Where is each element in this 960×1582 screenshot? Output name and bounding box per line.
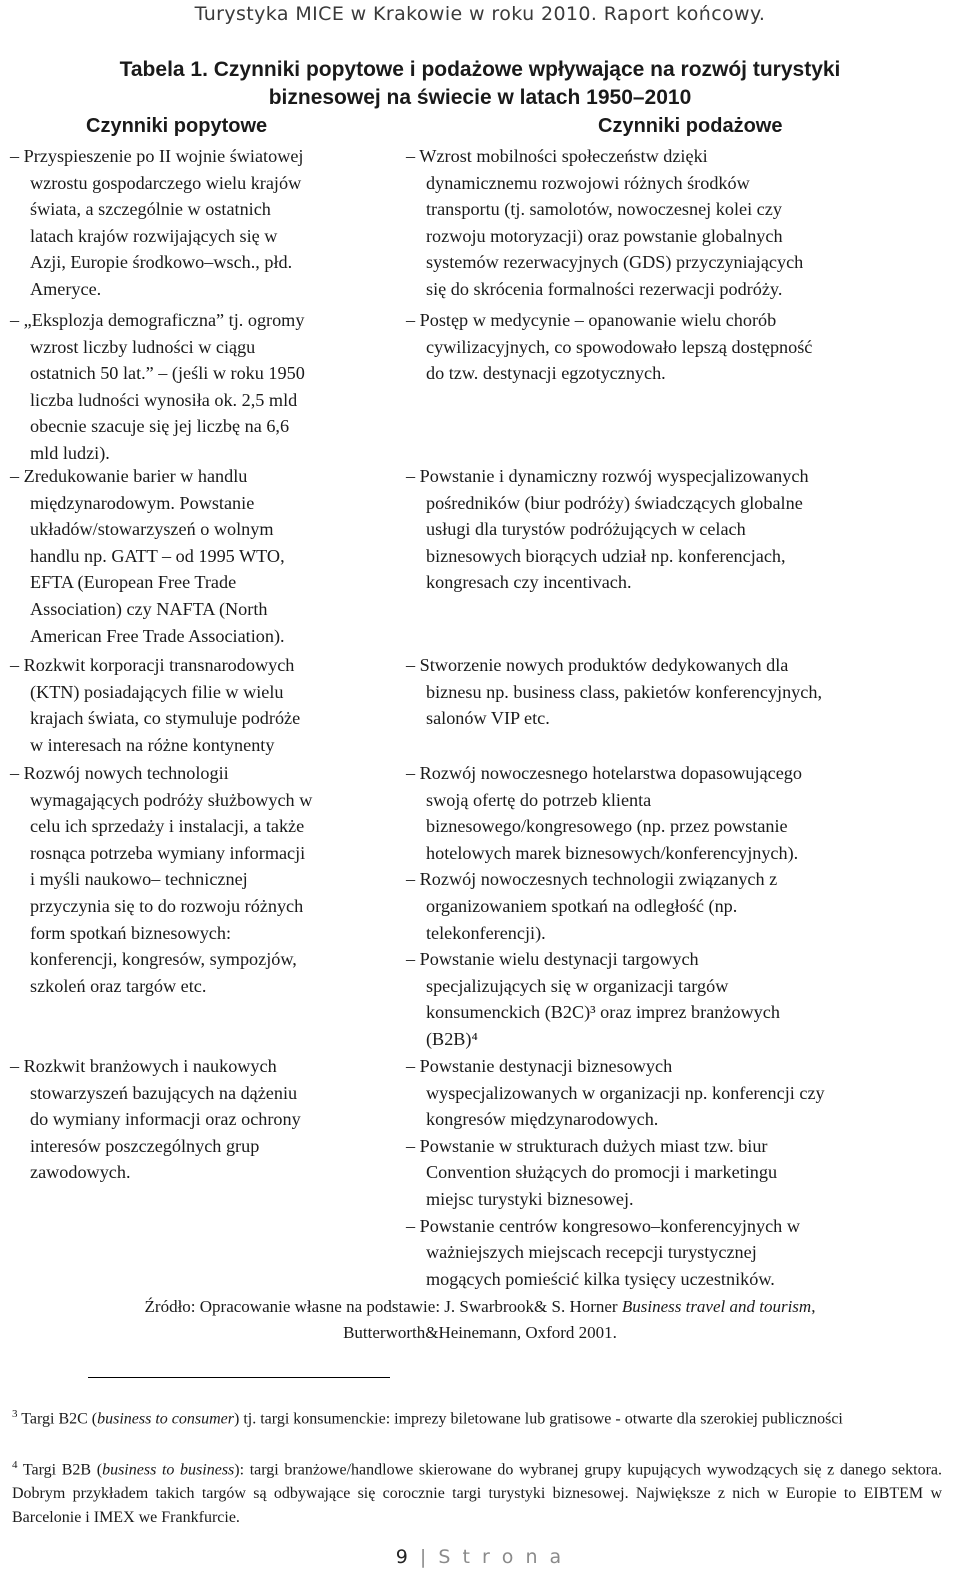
footnote-4 bbox=[12, 1453, 942, 1530]
supply-entry-line: swoją ofertę do potrzeb klienta bbox=[426, 789, 652, 810]
demand-entry bbox=[10, 1053, 301, 1186]
supply-entry-line: specjalizujących się w organizacji targów bbox=[426, 975, 729, 996]
footnote-divider bbox=[88, 1377, 390, 1378]
demand-entry-line: EFTA (European Free Trade bbox=[30, 572, 237, 593]
supply-entry-line: transportu (tj. samolotów, nowoczesnej kolei czy bbox=[426, 199, 782, 220]
running-header: Turystyka MICE w Krakowie w roku 2010. Raport końcowy. bbox=[194, 3, 766, 25]
supply-entry-line: wyspecjalizowanych w organizacji np. konferencji czy bbox=[426, 1082, 825, 1103]
page-number-value: 9 bbox=[395, 1546, 411, 1568]
demand-entry-line: (KTN) posiadających filie w wielu bbox=[30, 681, 284, 702]
caption-line-1: Tabela 1. Czynniki popytowe i podażowe wpływające na rozwój turystyki bbox=[119, 58, 841, 81]
column-header-supply: Czynniki podażowe bbox=[598, 115, 783, 137]
demand-entry-line: stowarzyszeń bazujących na dążeniu bbox=[30, 1082, 298, 1103]
supply-entry-line: miejsc turystyki biznesowej. bbox=[426, 1188, 634, 1209]
footnote-3-italic: business to consumer bbox=[97, 1410, 235, 1428]
demand-entry-line: w interesach na różne kontynenty bbox=[30, 734, 275, 755]
supply-entry-line: pośredników (biur podróży) świadczących globalne bbox=[426, 492, 803, 513]
demand-entry-line: – Rozwój nowych technologii bbox=[10, 763, 229, 783]
demand-entry-line: – Rozkwit branżowych i naukowych bbox=[10, 1056, 277, 1076]
supply-entry bbox=[406, 463, 809, 596]
supply-entry-line: dynamicznemu rozwojowi różnych środków bbox=[426, 172, 750, 193]
table-caption bbox=[0, 56, 960, 112]
supply-entry-line: ważniejszych miejscach recepcji turystycznej bbox=[426, 1242, 757, 1263]
supply-entry-line: – Stworzenie nowych produktów dedykowanych dla bbox=[406, 655, 789, 675]
supply-entry bbox=[406, 1053, 825, 1292]
footnote-3-number: 3 bbox=[12, 1408, 18, 1420]
supply-entry-line: mogących pomieścić kilka tysięcy uczestników. bbox=[426, 1268, 775, 1289]
demand-entry-line: świata, a szczególnie w ostatnich bbox=[30, 199, 271, 220]
supply-entry-line: Convention służących do promocji i marketingu bbox=[426, 1162, 778, 1183]
supply-entry-line: się do skrócenia formalności rezerwacji podróży. bbox=[426, 278, 783, 299]
demand-entry-line: wymagających podróży służbowych w bbox=[30, 789, 313, 810]
page-number-label: S t r o n a bbox=[438, 1546, 565, 1568]
supply-entry-line: biznesowego/kongresowego (np. przez powstanie bbox=[426, 816, 788, 837]
supply-entry-line: do tzw. destynacji egzotycznych. bbox=[426, 363, 666, 384]
demand-entry-line: handlu np. GATT – od 1995 WTO, bbox=[30, 545, 285, 566]
demand-entry-line: układów/stowarzyszeń o wolnym bbox=[30, 519, 274, 540]
demand-entry-line: do wymiany informacji oraz ochrony bbox=[30, 1109, 301, 1130]
source-prefix: Źródło: Opracowanie własne na podstawie: J. Swarbrook& S. Horner bbox=[144, 1297, 622, 1316]
demand-entry-line: zawodowych. bbox=[30, 1162, 131, 1183]
supply-entry-line: (B2B)⁴ bbox=[426, 1028, 478, 1049]
footnote-4-italic: business to business bbox=[102, 1461, 235, 1479]
supply-entry-line: – Powstanie i dynamiczny rozwój wyspecjalizowanych bbox=[406, 466, 809, 486]
demand-entry-line: obecnie szacuje się jej liczbę na 6,6 bbox=[30, 416, 290, 437]
demand-entry-line: rosnąca potrzeba wymiany informacji bbox=[30, 842, 306, 863]
supply-entry bbox=[406, 760, 802, 1053]
demand-entry-line: krajach świata, co stymuluje podróże bbox=[30, 708, 301, 729]
demand-entry-line: szkoleń oraz targów etc. bbox=[30, 975, 207, 996]
supply-entry-line: – Powstanie wielu destynacji targowych bbox=[406, 949, 699, 970]
supply-entry-line: – Rozwój nowoczesnych technologii związanych z bbox=[406, 869, 778, 890]
supply-entry-line: cywilizacyjnych, co spowodowało lepszą dostępność bbox=[426, 336, 813, 357]
demand-entry bbox=[10, 143, 303, 303]
supply-entry bbox=[406, 652, 822, 732]
demand-entry-line: i myśli naukowo– technicznej bbox=[30, 869, 248, 890]
demand-entry-line: American Free Trade Association). bbox=[30, 625, 285, 646]
demand-entry-line: – Przyspieszenie po II wojnie światowej bbox=[10, 146, 304, 166]
supply-entry-line: systemów rezerwacyjnych (GDS) przyczyniających bbox=[426, 252, 804, 273]
supply-entry-line: salonów VIP etc. bbox=[426, 708, 550, 729]
supply-entry-line: usługi dla turystów podróżujących w celach bbox=[426, 519, 746, 540]
supply-entry bbox=[406, 307, 812, 387]
footnote-4-number: 4 bbox=[12, 1459, 18, 1471]
demand-entry bbox=[10, 463, 285, 649]
supply-entry-line: hotelowych marek biznesowych/konferencyjnych). bbox=[426, 842, 799, 863]
supply-entry-line: kongresów międzynarodowych. bbox=[426, 1109, 659, 1130]
supply-entry-line: – Wzrost mobilności społeczeństw dzięki bbox=[406, 146, 708, 166]
demand-entry-line: międzynarodowym. Powstanie bbox=[30, 492, 255, 513]
footnote-3-text-a: Targi B2C ( bbox=[17, 1410, 98, 1428]
footnote-4-text-a: Targi B2B ( bbox=[17, 1461, 103, 1479]
demand-entry-line: wzrost liczby ludności w ciągu bbox=[30, 336, 256, 357]
footnote-3-text-b: ) tj. targi konsumenckie: imprezy biletowane lub gratisowe - otwarte dla szerokiej publiczności bbox=[234, 1410, 843, 1428]
page-number-sep: | bbox=[410, 1546, 439, 1568]
source-suffix: , bbox=[811, 1297, 816, 1316]
demand-entry-line: – Zredukowanie barier w handlu bbox=[10, 466, 248, 486]
caption-line-2: biznesowej na świecie w latach 1950–2010 bbox=[268, 86, 692, 109]
supply-entry-line: – Powstanie w strukturach dużych miast tzw. biur bbox=[406, 1135, 768, 1156]
footnote-4-text-b: ): targi branżowe/handlowe skierowane do wybranej grupy kupujących wywodzących się z danego sektora. Dobrym przykładem takich targów są odbywające się corocznie targi turystyki biznesowej. Największe z nich w Europie to EIBTEM w Barcelonie i IMEX we Frankfurcie. bbox=[12, 1461, 942, 1527]
demand-entry-line: ostatnich 50 lat.” – (jeśli w roku 1950 bbox=[30, 363, 305, 384]
supply-entry-line: biznesu np. business class, pakietów konferencyjnych, bbox=[426, 681, 822, 702]
demand-entry-line: wzrostu gospodarczego wielu krajów bbox=[30, 172, 302, 193]
page-number bbox=[0, 1546, 960, 1568]
source-note bbox=[0, 1294, 960, 1346]
demand-entry-line: Azji, Europie środkowo–wsch., płd. bbox=[30, 252, 293, 273]
supply-entry-line: organizowaniem spotkań na odległość (np. bbox=[426, 895, 738, 916]
supply-entry-line: – Rozwój nowoczesnego hotelarstwa dopasowującego bbox=[406, 763, 802, 783]
supply-entry-line: kongresach czy incentivach. bbox=[426, 572, 632, 593]
demand-entry bbox=[10, 652, 300, 758]
supply-entry-line: biznesowych biorących udział np. konferencjach, bbox=[426, 545, 786, 566]
demand-entry-line: interesów poszczególnych grup bbox=[30, 1135, 260, 1156]
demand-entry-line: – Rozkwit korporacji transnarodowych bbox=[10, 655, 295, 675]
demand-entry bbox=[10, 760, 312, 999]
source-line-2: Butterworth&Heinemann, Oxford 2001. bbox=[343, 1323, 617, 1342]
demand-entry-line: przyczynia się to do rozwoju różnych bbox=[30, 895, 304, 916]
supply-entry-line: telekonferencji). bbox=[426, 922, 546, 943]
supply-entry-line: – Powstanie destynacji biznesowych bbox=[406, 1056, 673, 1076]
supply-entry-line: – Powstanie centrów kongresowo–konferencyjnych w bbox=[406, 1215, 800, 1236]
demand-entry-line: konferencji, kongresów, sympozjów, bbox=[30, 949, 297, 970]
supply-entry-line: rozwoju motoryzacji) oraz powstanie globalnych bbox=[426, 225, 783, 246]
demand-entry-line: latach krajów rozwijających się w bbox=[30, 225, 278, 246]
demand-entry-line: celu ich sprzedaży i instalacji, a także bbox=[30, 816, 305, 837]
source-title: Business travel and tourism bbox=[621, 1297, 812, 1316]
demand-entry-line: Ameryce. bbox=[30, 278, 102, 299]
demand-entry-line: – „Eksplozja demograficzna” tj. ogromy bbox=[10, 310, 305, 330]
footnote-3 bbox=[12, 1402, 942, 1431]
demand-entry bbox=[10, 307, 305, 467]
supply-entry-line: – Postęp w medycynie – opanowanie wielu chorób bbox=[406, 310, 777, 330]
supply-entry bbox=[406, 143, 803, 303]
demand-entry-line: liczba ludności wynosiła ok. 2,5 mld bbox=[30, 389, 298, 410]
supply-entry-line: konsumenckich (B2C)³ oraz imprez branżowych bbox=[426, 1002, 780, 1023]
demand-entry-line: Association) czy NAFTA (North bbox=[30, 598, 268, 619]
demand-entry-line: mld ludzi). bbox=[30, 442, 110, 463]
column-header-demand: Czynniki popytowe bbox=[86, 115, 268, 137]
demand-entry-line: form spotkań biznesowych: bbox=[30, 922, 232, 943]
